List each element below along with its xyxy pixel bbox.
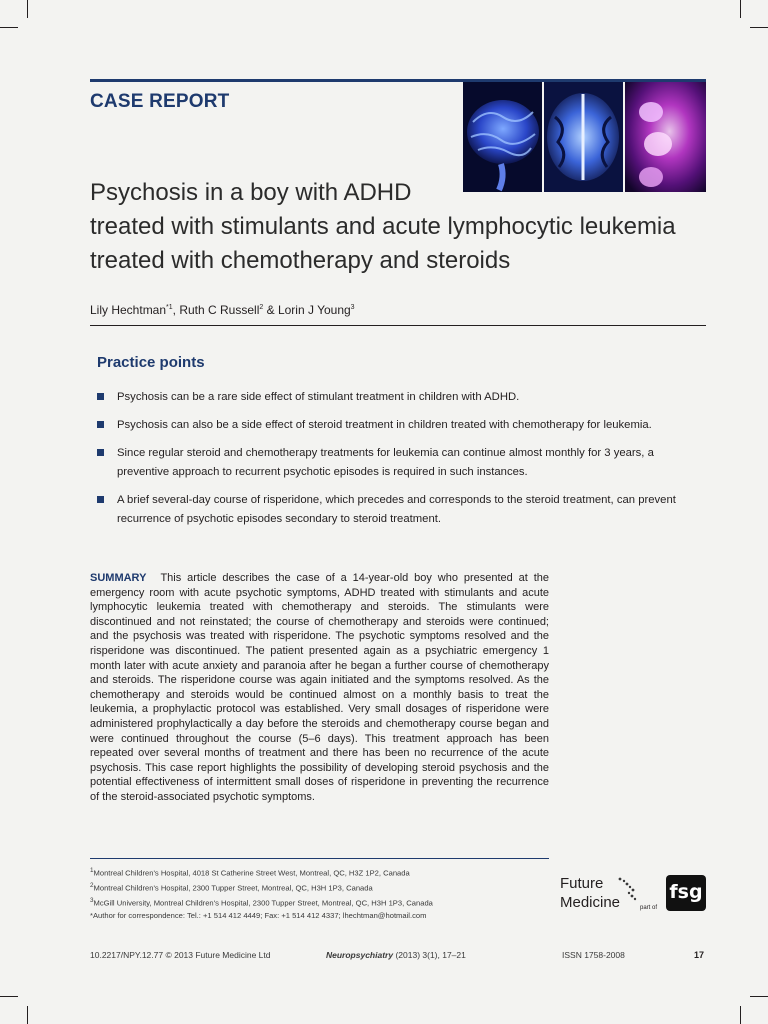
logo-line: Future bbox=[560, 875, 604, 892]
author-name: Lorin J Young bbox=[277, 303, 351, 317]
author-name: Lily Hechtman bbox=[90, 303, 167, 317]
author-mark: 2 bbox=[259, 304, 264, 311]
author-separator: & bbox=[263, 303, 278, 317]
author-mark: *1 bbox=[166, 304, 173, 311]
affiliation-mark: 3 bbox=[90, 896, 94, 904]
practice-point bbox=[97, 388, 697, 407]
summary-text: This article describes the case of a 14-year-old boy who presented at the emergency room with acute psychotic symptoms, ADHD treated with stimulants and acute lymphocytic leukemia treated with chemotherapy and steroids. The stimulants were discontinued and not reinstated; the course of chemotherapy and steroids were continued; and the psychosis was treated with risperidone. The psychotic symptoms resolved and the risperidone was discontinued. The patient presented again as a psychiatric emergency 1 month later with acute anxiety and paranoia after he began a further course of chemotherapy and steroids. The risperidone course was again initiated and the symptoms resolved. As the chemotherapy and steroids would be continued almost on a monthly basis to treat the leukemia, a prophylactic protocol was established. Very small dosages of risperidone were administered prophylactically a day before the steroids and chemotherapy course began and were continued throughout the course (5–6 days). This treatment approach has been repeated over several months of treatment and there has been no recurrence of the acute psychosis. This case report highlights the possibility of developing steroid psychosis and the potential effectiveness of intermittent small doses of risperidone in preventing the recurrence of the steroid-associated psychotic symptoms. bbox=[90, 572, 549, 803]
summary-paragraph bbox=[90, 571, 549, 805]
author-list bbox=[90, 303, 355, 317]
practice-point bbox=[97, 416, 697, 435]
title-line: Psychosis in a boy with ADHD bbox=[90, 179, 412, 206]
author-name: Ruth C Russell bbox=[179, 303, 260, 317]
affiliation-text: Author for correspondence: Tel.: +1 514 412 4449; Fax: +1 514 412 4337; lhechtman@hotmail.com bbox=[92, 910, 427, 920]
journal-name: Neuropsychiatry bbox=[326, 950, 394, 960]
author-separator: , bbox=[172, 303, 180, 317]
practice-point-text: Psychosis can be a rare side effect of stimulant treatment in children with ADHD. bbox=[117, 391, 520, 403]
footer-issn: ISSN 1758-2008 bbox=[562, 950, 625, 960]
crop-mark bbox=[740, 0, 741, 18]
crop-mark bbox=[0, 996, 18, 997]
footer-doi: 10.2217/NPY.12.77 © 2013 Future Medicine Ltd bbox=[90, 950, 271, 960]
crop-mark bbox=[27, 0, 28, 18]
affiliation bbox=[90, 865, 560, 880]
author-rule bbox=[90, 325, 706, 326]
square-bullet-icon bbox=[97, 393, 104, 400]
page-number: 17 bbox=[694, 950, 705, 960]
affiliation-rule bbox=[90, 858, 549, 859]
affiliation-mark: 1 bbox=[90, 867, 94, 874]
part-of-label: part of bbox=[640, 905, 658, 911]
practice-point bbox=[97, 491, 697, 529]
affiliation-text: McGill University, Montreal Children's Hospital, 2300 Tupper Street, Montreal, QC, H3H 1P3, Canada bbox=[93, 898, 433, 908]
fsg-logo: fsg bbox=[666, 875, 706, 911]
practice-point-text: A brief several-day course of risperidone, which precedes and corresponds to the steroid treatment, can prevent recurrence of psychotic episodes secondary to steroid treatment. bbox=[117, 494, 676, 525]
square-bullet-icon bbox=[97, 496, 104, 503]
summary-label: SUMMARY bbox=[90, 572, 147, 584]
square-bullet-icon bbox=[97, 449, 104, 456]
affiliation-mark: * bbox=[90, 910, 93, 920]
crop-mark bbox=[27, 1006, 28, 1024]
crop-mark bbox=[740, 1006, 741, 1024]
footer-citation bbox=[326, 950, 466, 960]
journal-citation: (2013) 3(1), 17–21 bbox=[393, 950, 466, 960]
practice-points-title: Practice points bbox=[97, 354, 205, 371]
future-medicine-logo bbox=[560, 873, 710, 919]
practice-points-list bbox=[97, 388, 697, 529]
affiliation-text: Montreal Children's Hospital, 4018 St Catherine Street West, Montreal, QC, H3Z 1P2, Canada bbox=[93, 868, 410, 878]
section-label: CASE REPORT bbox=[90, 91, 230, 112]
affiliation bbox=[90, 895, 560, 910]
title-line: treated with chemotherapy and steroids bbox=[90, 247, 511, 274]
article-title bbox=[90, 176, 730, 278]
title-line: treated with stimulants and acute lymphocytic leukemia bbox=[90, 213, 676, 240]
affiliation bbox=[90, 880, 560, 895]
affiliation-mark: 2 bbox=[90, 881, 94, 889]
dna-helix-icon bbox=[616, 875, 638, 903]
practice-point-text: Psychosis can also be a side effect of steroid treatment in children treated with chemotherapy for leukemia. bbox=[117, 419, 652, 431]
logo-line: Medicine bbox=[560, 894, 621, 911]
affiliation-list bbox=[90, 865, 560, 922]
square-bullet-icon bbox=[97, 421, 104, 428]
crop-mark bbox=[750, 27, 768, 28]
crop-mark bbox=[0, 27, 18, 28]
affiliation bbox=[90, 910, 560, 922]
crop-mark bbox=[750, 996, 768, 997]
practice-point bbox=[97, 444, 697, 482]
practice-point-text: Since regular steroid and chemotherapy treatments for leukemia can continue almost monthly for 3 years, a preventive approach to recurrent psychotic episodes is required in such instances. bbox=[117, 447, 654, 478]
author-mark: 3 bbox=[350, 304, 355, 311]
affiliation-text: Montreal Children's Hospital, 2300 Tupper Street, Montreal, QC, H3H 1P3, Canada bbox=[93, 883, 373, 893]
